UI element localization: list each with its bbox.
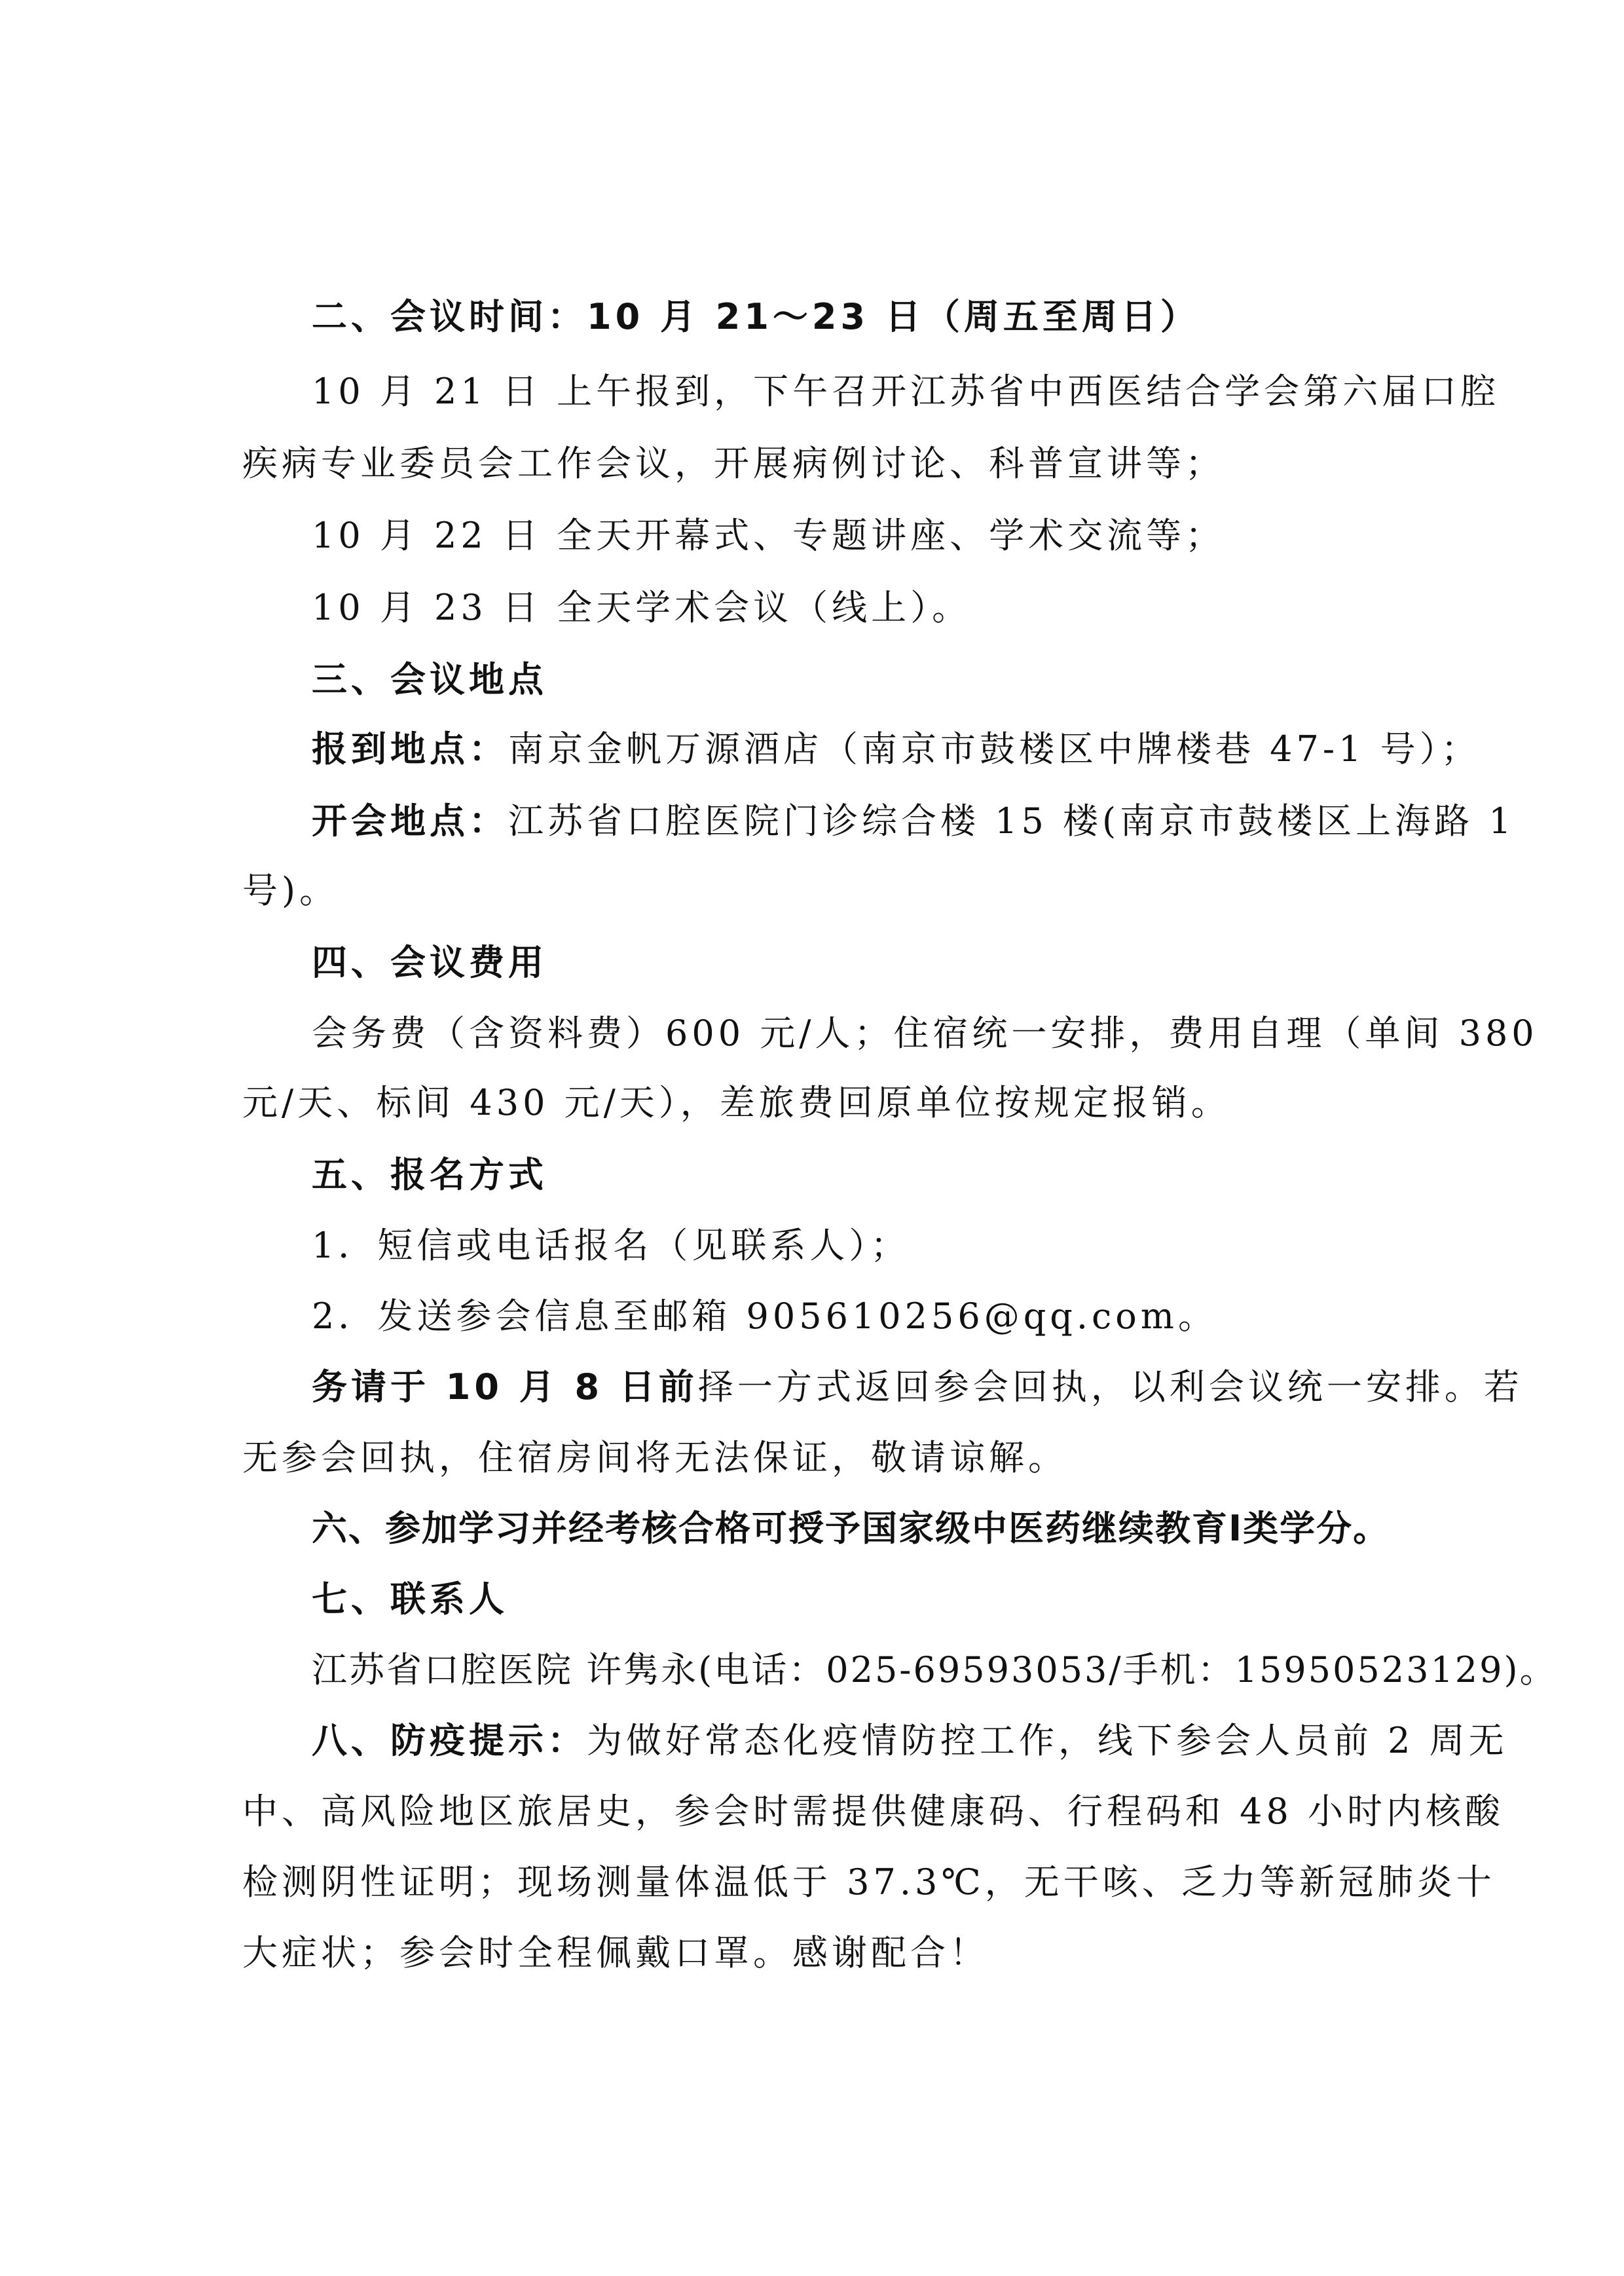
section-credits-heading: 六、参加学习并经考核合格可授予国家级中医药继续教育Ⅰ类学分。 — [312, 1508, 1390, 1549]
venue-checkin-label: 报到地点： — [312, 728, 508, 770]
epidemic-label: 八、防疫提示： — [312, 1720, 587, 1761]
time-day1-line1: 10 月 21 日 上午报到，下午召开江苏省中西医结合学会第六届口腔 — [312, 371, 1500, 412]
section-registration-heading: 五、报名方式 — [312, 1154, 547, 1195]
epidemic-text: 为做好常态化疫情防控工作，线下参会人员前 2 周无 — [587, 1720, 1508, 1761]
epidemic-line2: 中、高风险地区旅居史，参会时需提供健康码、行程码和 48 小时内核酸 — [242, 1791, 1505, 1832]
fees-line2: 元/天、标间 430 元/天），差旅费回原单位按规定报销。 — [242, 1082, 1230, 1123]
registration-deadline-bold: 务请于 10 月 8 日前 — [312, 1366, 698, 1408]
registration-deadline-line2: 无参会回执，住宿房间将无法保证，敬请谅解。 — [242, 1437, 1067, 1478]
registration-deadline-text: 择一方式返回参会回执，以利会议统一安排。若 — [697, 1366, 1523, 1408]
section-time-heading: 二、会议时间：10 月 21～23 日（周五至周日） — [312, 296, 1200, 337]
section-venue-heading: 三、会议地点 — [312, 659, 547, 700]
venue-meeting-line2: 号)。 — [242, 870, 339, 911]
registration-item2: 2．发送参会信息至邮箱 905610256@qq.com。 — [312, 1296, 1217, 1337]
time-day3: 10 月 23 日 全天学术会议（线上）。 — [312, 587, 972, 628]
epidemic-line1 — [312, 1720, 1508, 1763]
contact-text: 江苏省口腔医院 许隽永(电话：025-69593053/手机：15950523129)。 — [312, 1649, 1557, 1690]
section-contact-heading: 七、联系人 — [312, 1578, 508, 1620]
registration-deadline — [312, 1366, 1523, 1409]
venue-meeting-label: 开会地点： — [312, 800, 508, 842]
time-day2: 10 月 22 日 全天开幕式、专题讲座、学术交流等； — [312, 515, 1225, 556]
venue-checkin-text: 南京金帆万源酒店（南京市鼓楼区中牌楼巷 47-1 号）； — [508, 728, 1481, 770]
venue-meeting — [312, 800, 1515, 843]
section-fees-heading: 四、会议费用 — [312, 942, 547, 983]
time-day1-line2: 疾病专业委员会工作会议，开展病例讨论、科普宣讲等； — [242, 443, 1225, 484]
epidemic-line3: 检测阴性证明；现场测量体温低于 37.3℃，无干咳、乏力等新冠肺炎十 — [242, 1861, 1496, 1903]
venue-checkin — [312, 728, 1481, 771]
registration-item1: 1．短信或电话报名（见联系人）； — [312, 1225, 910, 1266]
venue-meeting-text: 江苏省口腔医院门诊综合楼 15 楼(南京市鼓楼区上海路 1 — [508, 800, 1515, 842]
epidemic-line4: 大症状；参会时全程佩戴口罩。感谢配合！ — [242, 1932, 989, 1973]
fees-line1: 会务费（含资料费）600 元/人；住宿统一安排，费用自理（单间 380 — [312, 1013, 1538, 1054]
